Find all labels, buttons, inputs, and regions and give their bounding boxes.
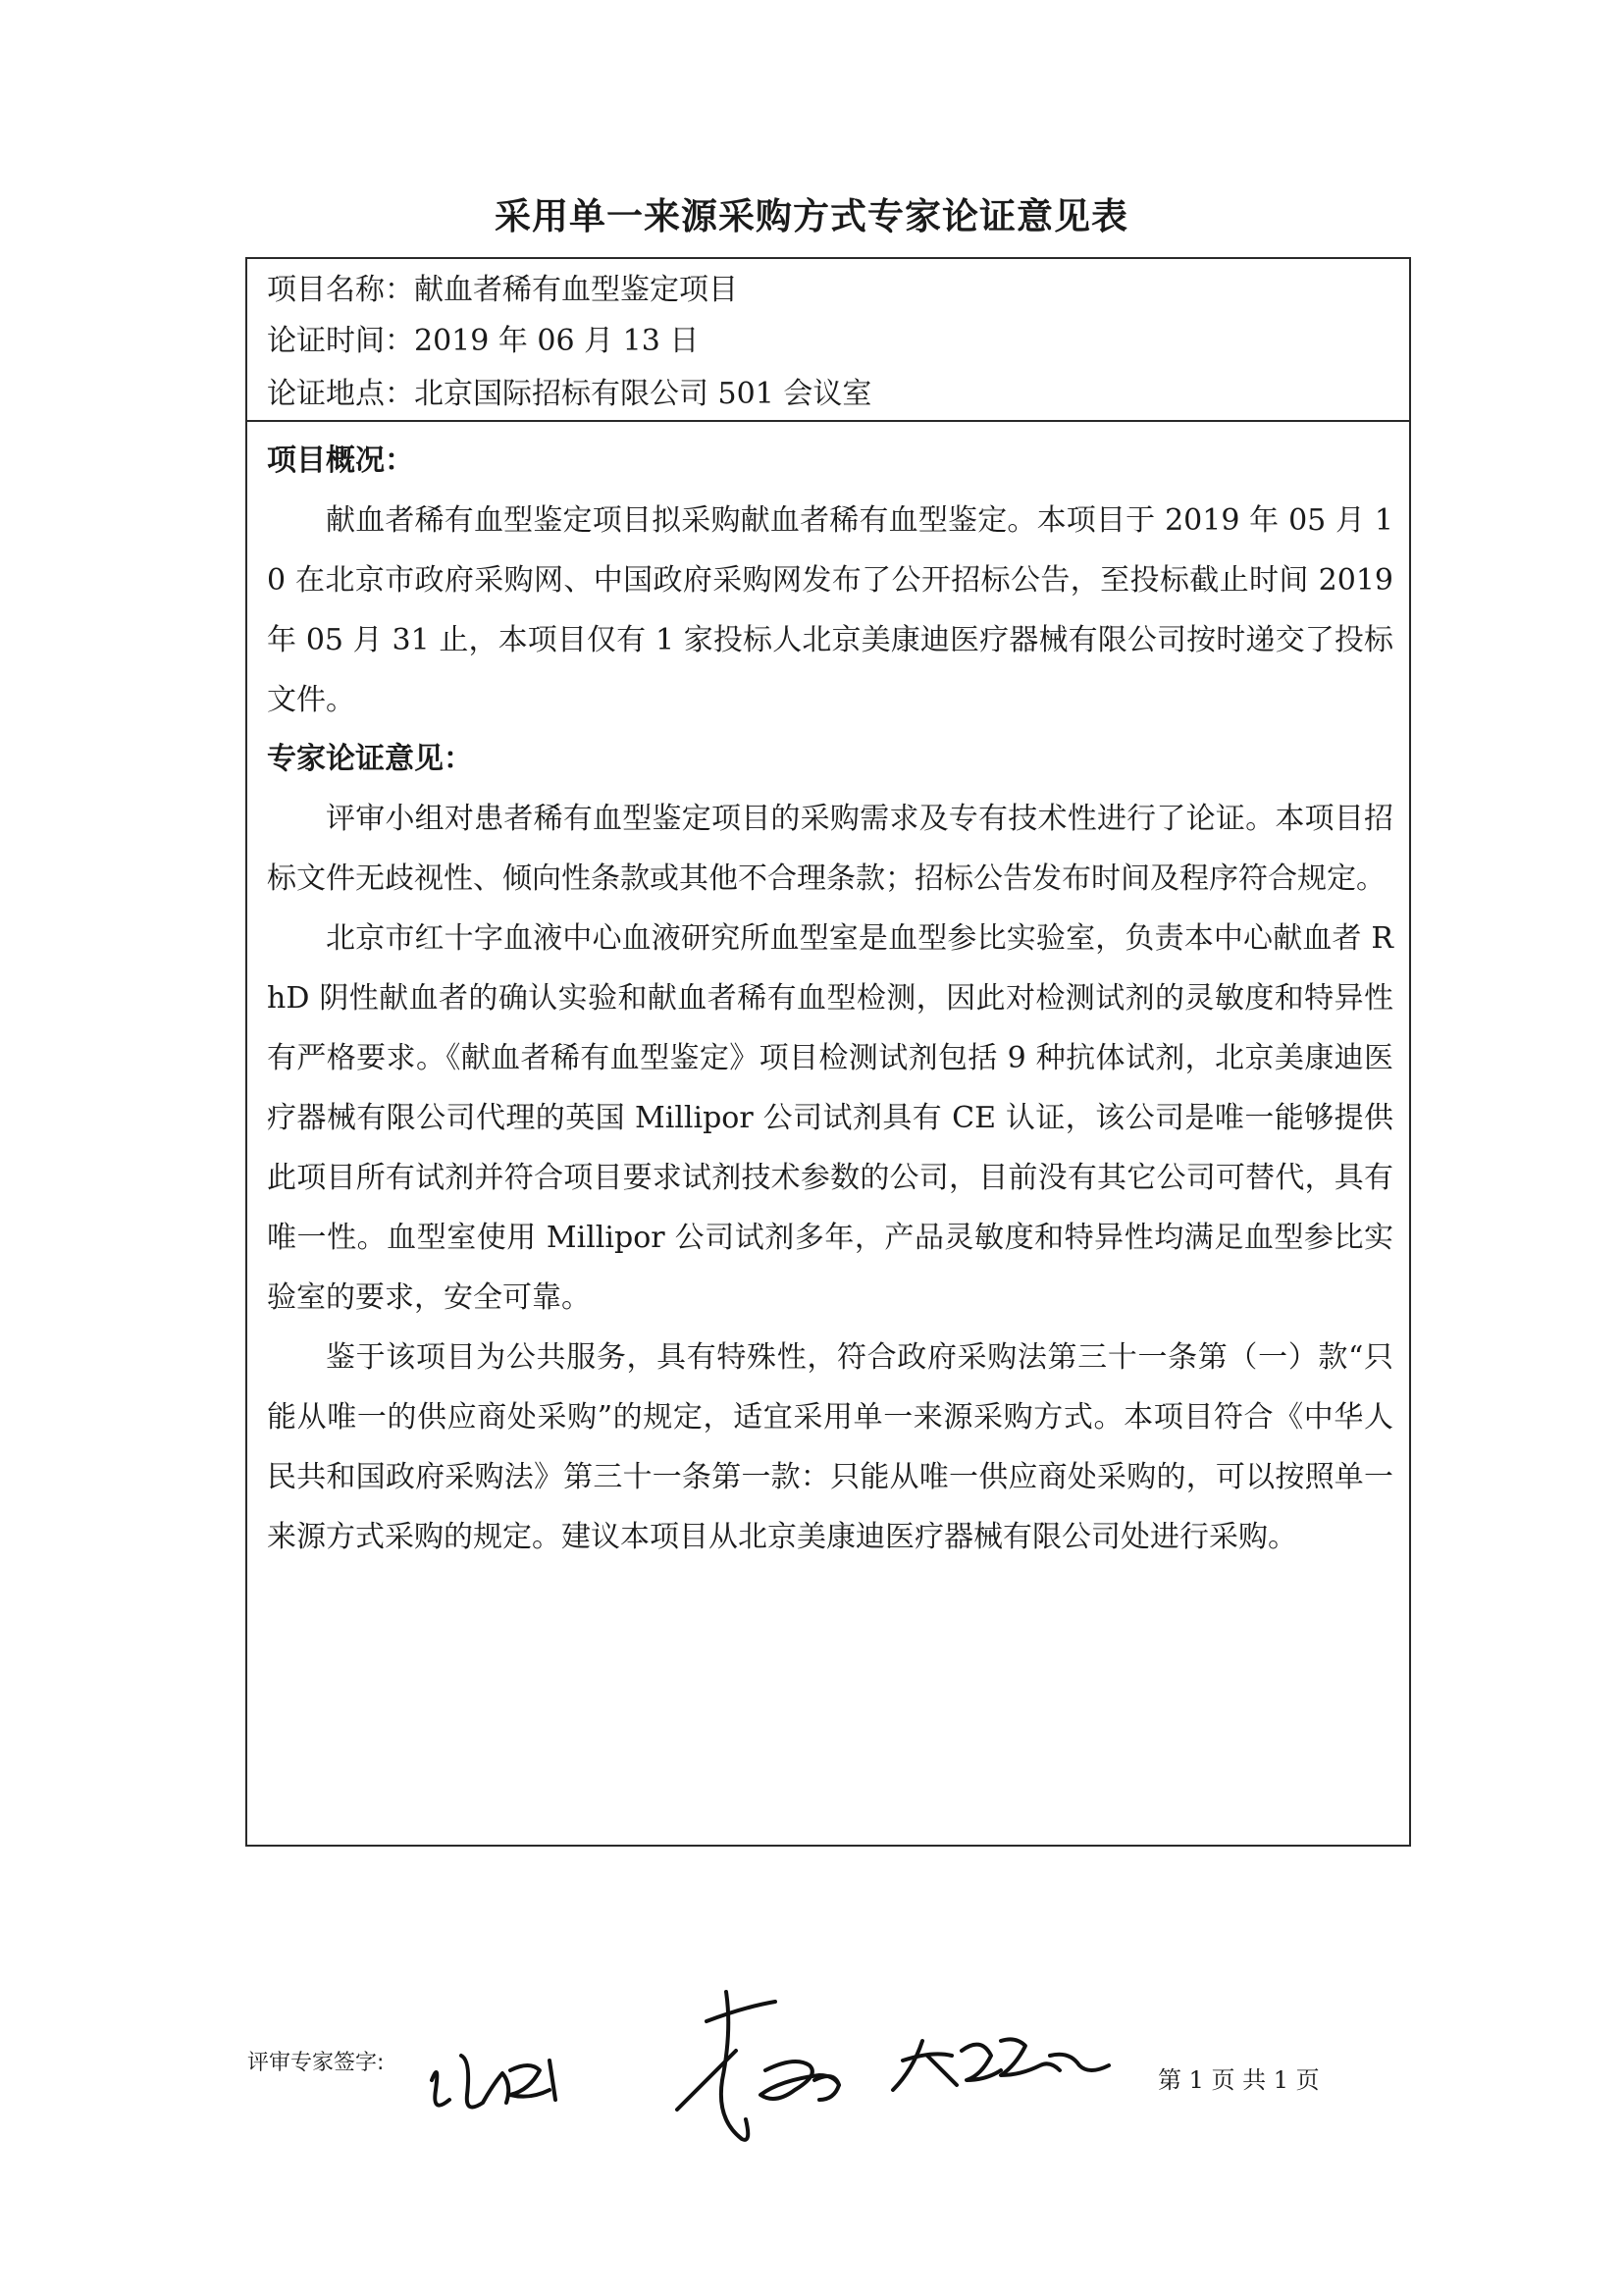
page-info: 第 1 页 共 1 页 bbox=[1158, 2066, 1320, 2094]
review-location: 论证地点：北京国际招标有限公司 501 会议室 bbox=[267, 377, 872, 411]
project-name: 项目名称：献血者稀有血型鉴定项目 bbox=[267, 273, 738, 307]
document-title: 采用单一来源采购方式专家论证意见表 bbox=[495, 194, 1128, 237]
signature-drawing bbox=[412, 1962, 1158, 2159]
content-block bbox=[267, 432, 1393, 1567]
opinion-paragraph: 鉴于该项目为公共服务，具有特殊性，符合政府采购法第三十一条第（一）款“只能从唯一的供应商处采购”的规定，适宜采用单一来源采购方式。本项目符合《中华人民共和国政府采购法》第三十一条第一款：只能从唯一供应商处采购的，可以按照单一来源方式采购的规定。建议本项目从北京美康迪医疗器械有限公司处进行采购。 bbox=[267, 1340, 1393, 1554]
project-info-block bbox=[247, 259, 1409, 422]
opinion-paragraph: 评审小组对患者稀有血型鉴定项目的采购需求及专有技术性进行了论证。本项目招标文件无歧视性、倾向性条款或其他不合理条款；招标公告发布时间及程序符合规定。 bbox=[267, 802, 1393, 896]
review-time: 论证时间：2019 年 06 月 13 日 bbox=[267, 324, 700, 358]
overview-paragraph: 献血者稀有血型鉴定项目拟采购献血者稀有血型鉴定。本项目于 2019 年 05 月 10 在北京市政府采购网、中国政府采购网发布了公开招标公告，至投标截止时间 2019 年 05 月 31 止，本项目仅有 1 家投标人北京美康迪医疗器械有限公司按时递交了投标文件。 bbox=[267, 503, 1393, 717]
overview-heading: 项目概况： bbox=[267, 444, 414, 478]
opinion-paragraph: 北京市红十字血液中心血液研究所血型室是血型参比实验室，负责本中心献血者 RhD 阴性献血者的确认实验和献血者稀有血型检测，因此对检测试剂的灵敏度和特异性有严格要求。《献血者稀有血型鉴定》项目检测试剂包括 9 种抗体试剂，北京美康迪医疗器械有限公司代理的英国 Millipor 公司试剂具有 CE 认证，该公司是唯一能够提供此项目所有试剂并符合项目要求试剂技术参数的公司，目前没有其它公司可替代，具有唯一性。血型室使用 Millipor 公司试剂多年，产品灵敏度和特异性均满足血型参比实验室的要求，安全可靠。 bbox=[267, 921, 1393, 1315]
signature-label: 评审专家签字: bbox=[247, 2051, 385, 2075]
handwritten-signatures bbox=[412, 1962, 1158, 2159]
form-table bbox=[245, 257, 1411, 1847]
opinion-heading: 专家论证意见： bbox=[267, 742, 473, 776]
